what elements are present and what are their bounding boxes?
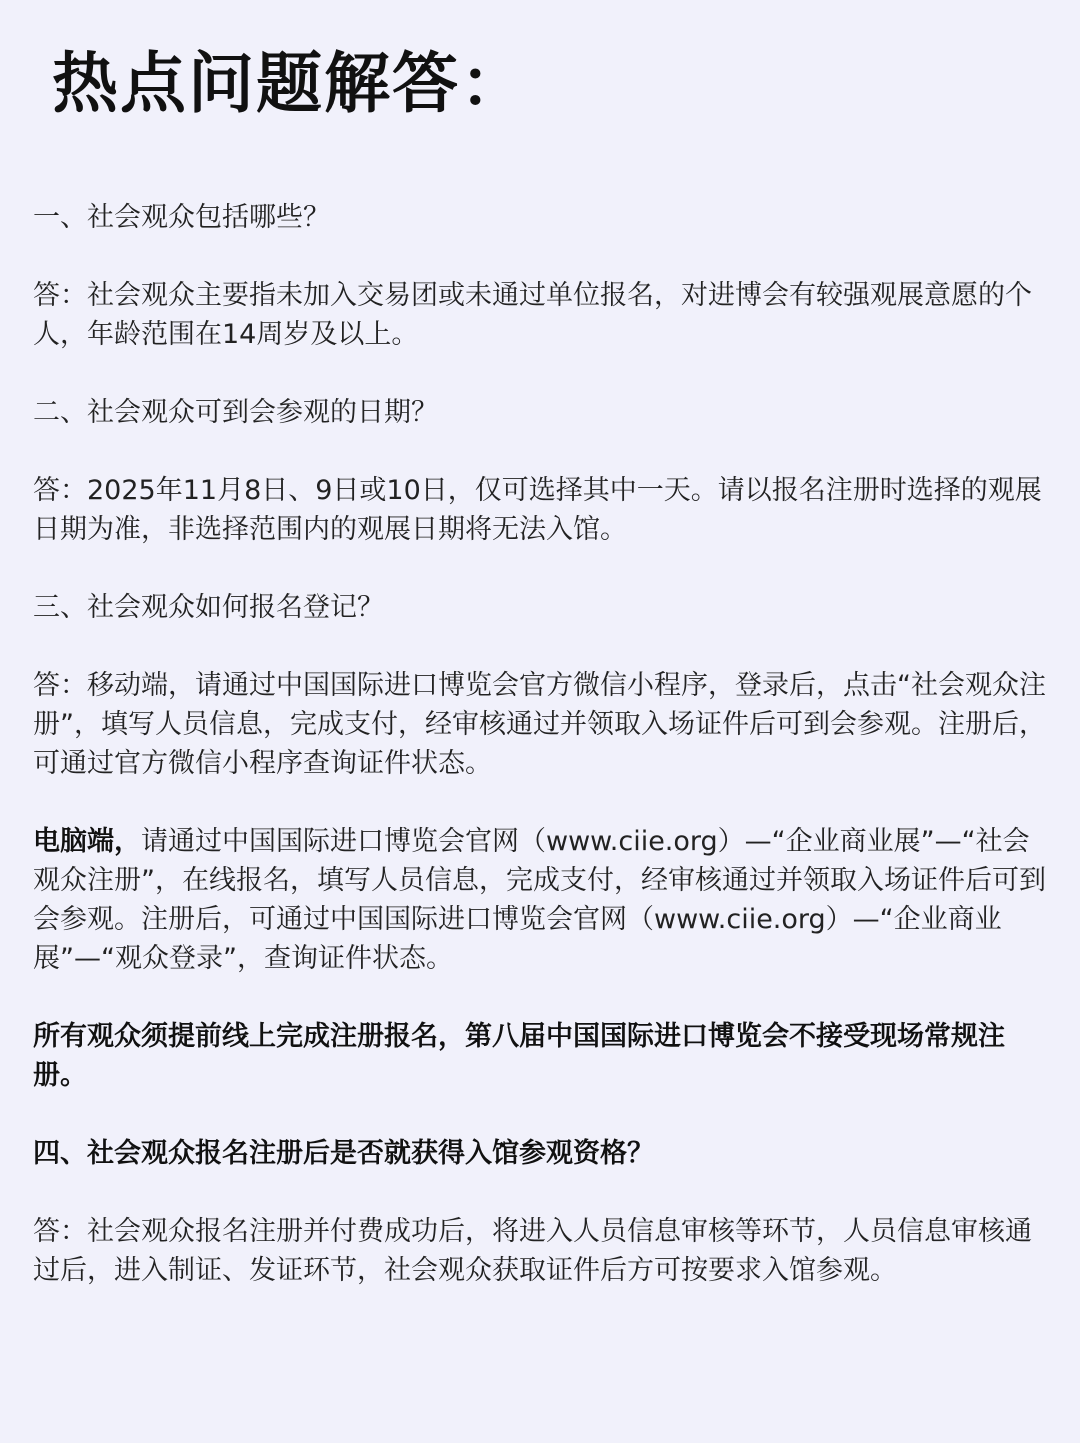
spacer xyxy=(33,783,1049,822)
spacer xyxy=(33,1095,1049,1134)
answer-2: 答：2025年11月8日、9日或10日，仅可选择其中一天。请以报名注册时选择的观展日期为准，非选择范围内的观展日期将无法入馆。 xyxy=(33,475,1042,545)
spacer xyxy=(33,1173,1049,1212)
spacer xyxy=(33,354,1049,393)
pc-text: 请通过中国国际进口博览会官网（www.ciie.org）—“企业商业展”—“社会观众注册”，在线报名，填写人员信息，完成支付，经审核通过并领取入场证件后可到会参观。注册后，可通过中国国际进口博览会官网（www.ciie.org）—“企业商业展”—“观众登录”，查询证件状态。 xyxy=(33,826,1046,974)
qa-content xyxy=(33,198,1049,1290)
answer-4: 答：社会观众报名注册并付费成功后，将进入人员信息审核等环节，人员信息审核通过后，进入制证、发证环节，社会观众获取证件后方可按要求入馆参观。 xyxy=(33,1216,1032,1286)
question-3: 三、社会观众如何报名登记？ xyxy=(33,592,384,623)
spacer xyxy=(33,432,1049,471)
pc-label: 电脑端， xyxy=(33,826,141,857)
spacer xyxy=(33,978,1049,1017)
answer-1: 答：社会观众主要指未加入交易团或未通过单位报名，对进博会有较强观展意愿的个人，年龄范围在14周岁及以上。 xyxy=(33,280,1032,350)
answer-3-pc xyxy=(33,822,1049,978)
answer-3-mobile: 答：移动端，请通过中国国际进口博览会官方微信小程序，登录后，点击“社会观众注册”，填写人员信息，完成支付，经审核通过并领取入场证件后可到会参观。注册后，可通过官方微信小程序查询证件状态。 xyxy=(33,670,1046,779)
page-title: 热点问题解答： xyxy=(52,45,528,122)
question-2: 二、社会观众可到会参观的日期？ xyxy=(33,397,438,428)
spacer xyxy=(33,627,1049,666)
spacer xyxy=(33,549,1049,588)
registration-notice: 所有观众须提前线上完成注册报名，第八届中国国际进口博览会不接受现场常规注册。 xyxy=(33,1021,1005,1091)
spacer xyxy=(33,237,1049,276)
question-4: 四、社会观众报名注册后是否就获得入馆参观资格？ xyxy=(33,1138,654,1169)
question-1: 一、社会观众包括哪些？ xyxy=(33,202,330,233)
